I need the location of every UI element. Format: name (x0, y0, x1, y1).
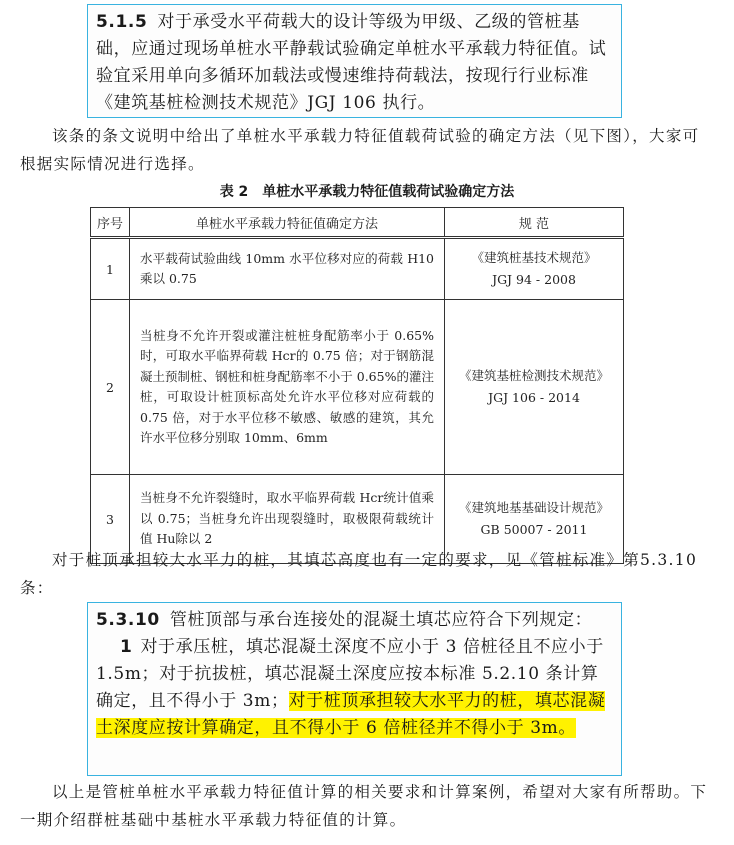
clause-number: 5.3.10 (96, 610, 160, 630)
clause-intro: 管桩顶部与承台连接处的混凝土填芯应符合下列规定： (169, 610, 593, 630)
clause-5-3-10-box (87, 602, 622, 776)
spec-name: 《建筑桩基技术规范》 (471, 250, 597, 265)
table-row (91, 300, 624, 475)
row-method: 当桩身不允许开裂或灌注桩桩身配筋率小于 0.65%时，可取水平临界荷载 Hcr的 0.75 倍；对于钢筋混凝土预制桩、钢桩和桩身配筋率不小于 0.65%的灌注桩，可取设计桩顶标高处允许水平位移对应荷载的 0.75 倍，对于水平位移不敏感、敏感的建筑，其允许水平位移分别取 10mm、6mm (130, 300, 445, 475)
table-header-row (91, 208, 624, 238)
row-number: 2 (91, 300, 130, 475)
spec-name: 《建筑基桩检测技术规范》 (458, 368, 609, 383)
item-number: 1 (120, 637, 133, 657)
row-method: 当桩身不允许裂缝时，取水平临界荷载 Hcr统计值乘以 0.75；当桩身允许出现裂缝时，取极限荷载统计值 Hu除以 2 (130, 475, 445, 564)
standard-reference-paragraph: 对于桩顶承担较大水平力的桩，其填芯高度也有一定的要求，见《管桩标准》第5.3.10条： (20, 551, 698, 597)
explanation-paragraph: 该条的条文说明中给出了单桩水平承载力特征值载荷试验的确定方法（见下图），大家可根据实际情况进行选择。 (20, 127, 700, 173)
row-number: 1 (91, 238, 130, 300)
clause-text: 对于承受水平荷载大的设计等级为甲级、乙级的管桩基础，应通过现场单桩水平静载试验确定单桩水平承载力特征值。试验宜采用单向多循环加载法或慢速维持荷载法，按现行行业标准《建筑基桩检测技术规范》JGJ 106 执行。 (96, 12, 607, 113)
header-no: 序号 (91, 208, 130, 238)
header-method: 单桩水平承载力特征值确定方法 (130, 208, 445, 238)
table-row (91, 238, 624, 300)
spec-name: 《建筑地基基础设计规范》 (458, 500, 609, 515)
row-number: 3 (91, 475, 130, 564)
clause-5-1-5-box (87, 4, 622, 118)
row-spec (445, 238, 624, 300)
clause-5-3-10-intro (96, 607, 613, 634)
spec-code: JGJ 94 - 2008 (492, 272, 576, 287)
header-spec: 规 范 (445, 208, 624, 238)
spec-code: GB 50007 - 2011 (480, 522, 588, 537)
spec-code: JGJ 106 - 2014 (488, 390, 580, 405)
clause-5-1-5 (96, 9, 613, 117)
closing-paragraph: 以上是管桩单桩水平承载力特征值计算的相关要求和计算案例，希望对大家有所帮助。下一期介绍群桩基础中基桩水平承载力特征值的计算。 (20, 783, 708, 829)
spec-table (90, 207, 624, 564)
row-spec (445, 300, 624, 475)
highlighted-text: 对于桩顶承担较大水平力的桩，填芯混凝土深度应按计算确定，且不得小于 6 倍桩径并不得小于 3m。 (96, 691, 606, 738)
clause-number: 5.1.5 (96, 12, 148, 32)
item-text: 对于承压桩，填芯混凝土深度不应小于 3 倍桩径且不应小于 1.5m；对于抗拔桩，填芯混凝土深度应按本标准 5.2.10 条计算确定，且不得小于 3m； (96, 637, 604, 711)
row-method: 水平载荷试验曲线 10mm 水平位移对应的荷载 H10乘以 0.75 (130, 238, 445, 300)
table-title: 表 2 单桩水平承载力特征值载荷试验确定方法 (219, 184, 515, 200)
clause-5-3-10-item (96, 634, 613, 742)
